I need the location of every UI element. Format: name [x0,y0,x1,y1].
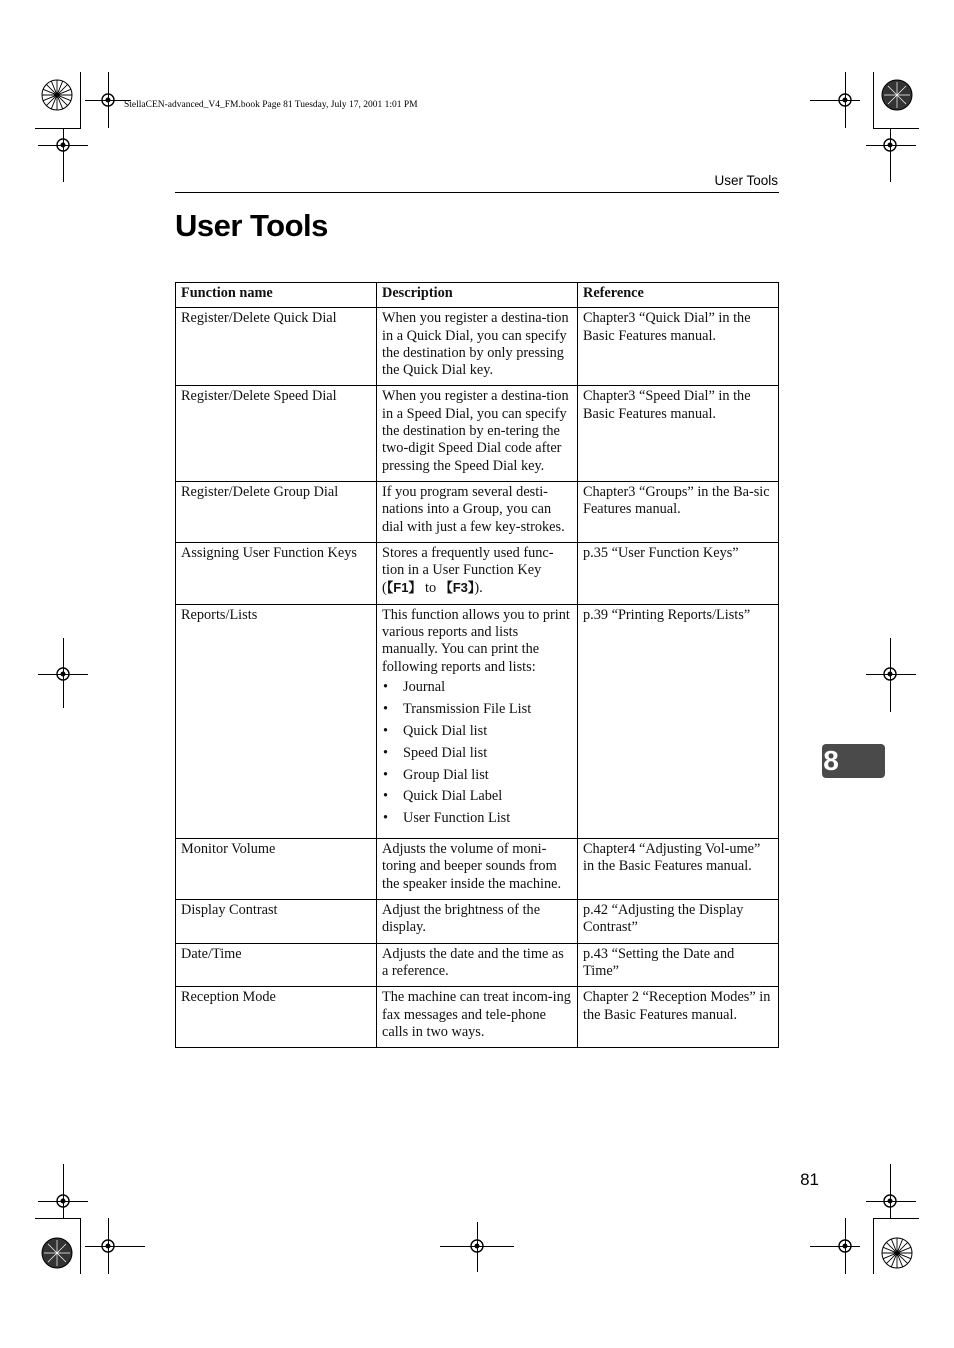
crosshair-icon [52,1190,74,1212]
reference-cell: p.39 “Printing Reports/Lists” [578,604,779,838]
reference-cell: p.35 “User Function Keys” [578,542,779,604]
column-header-reference: Reference [578,283,779,308]
list-item: • User Function List [382,810,572,827]
description-cell: When you register a destina-tion in a Quick Dial, you can specify the destination by only pressing the Quick Dial key. [377,308,578,386]
crosshair-icon [466,1235,488,1257]
book-info: StellaCEN-advanced_V4_FM.book Page 81 Tuesday, July 17, 2001 1:01 PM [124,100,418,110]
crosshair-icon [834,89,856,111]
reference-cell: Chapter3 “Groups” in the Ba-sic Features manual. [578,481,779,542]
table-row [176,542,779,604]
description-cell: Adjust the brightness of the display. [377,900,578,944]
function-name-cell: Date/Time [176,943,377,987]
table-row [176,481,779,542]
function-name-cell: Display Contrast [176,900,377,944]
reports-list [382,679,572,828]
crosshair-icon [879,1190,901,1212]
reference-cell: Chapter4 “Adjusting Vol-ume” in the Basic Features manual. [578,839,779,900]
header-rule [175,192,779,193]
description-text: to [421,580,440,597]
table-row [176,386,779,481]
f3-key-label: 【F3】 [439,580,475,596]
registration-target-icon [40,78,74,112]
function-name-cell: Register/Delete Speed Dial [176,386,377,481]
description-cell: If you program several desti-nations into a Group, you can dial with just a few key-strokes. [377,481,578,542]
description-text: This function allows you to print various reports and lists manually. You can print the following reports and lists: [382,606,570,675]
description-cell: The machine can treat incom-ing fax messages and tele-phone calls in two ways. [377,987,578,1048]
reference-cell: p.43 “Setting the Date and Time” [578,943,779,987]
crosshair-icon [879,663,901,685]
column-header-description: Description [377,283,578,308]
description-cell: Adjusts the volume of moni-toring and beeper sounds from the speaker inside the machine. [377,839,578,900]
crosshair-icon [879,134,901,156]
table-row [176,900,779,944]
crosshair-icon [834,1235,856,1257]
description-cell [377,604,578,838]
chapter-number: 8 [823,745,839,776]
list-item: • Quick Dial Label [382,788,572,805]
registration-target-icon [880,78,914,112]
crosshair-icon [52,663,74,685]
reference-cell: Chapter 2 “Reception Modes” in the Basic Features manual. [578,987,779,1048]
description-cell: Adjusts the date and the time as a reference. [377,943,578,987]
description-text: Stores a frequently used func-tion in a User Function Key ( [382,544,554,597]
registration-target-icon [880,1236,914,1270]
f1-key-label: 【F1】 [386,580,422,596]
function-name-cell: Register/Delete Group Dial [176,481,377,542]
reference-cell: Chapter3 “Speed Dial” in the Basic Features manual. [578,386,779,481]
reference-cell: p.42 “Adjusting the Display Contrast” [578,900,779,944]
function-name-cell: Register/Delete Quick Dial [176,308,377,386]
description-cell [377,542,578,604]
chapter-tab [822,744,885,778]
list-item: • Journal [382,679,572,696]
table-row [176,987,779,1048]
description-cell: When you register a destina-tion in a Speed Dial, you can specify the destination by en-tering the two-digit Speed Dial code after pressing the Speed Dial key. [377,386,578,481]
running-head: User Tools [714,173,778,188]
crosshair-icon [52,134,74,156]
column-header-function-name: Function name [176,283,377,308]
function-name-cell: Reception Mode [176,987,377,1048]
function-name-cell: Reports/Lists [176,604,377,838]
registration-target-icon [40,1236,74,1270]
table-header-row [176,283,779,308]
user-tools-table [175,282,779,1048]
function-name-cell: Monitor Volume [176,839,377,900]
function-name-cell: Assigning User Function Keys [176,542,377,604]
list-item: • Transmission File List [382,701,572,718]
table-row [176,943,779,987]
table-row [176,839,779,900]
crosshair-icon [97,89,119,111]
list-item: • Quick Dial list [382,723,572,740]
table-row [176,604,779,838]
crosshair-icon [97,1235,119,1257]
table-row [176,308,779,386]
description-text: ). [474,580,483,597]
page-title: User Tools [175,208,328,243]
list-item: • Speed Dial list [382,745,572,762]
page-number: 81 [800,1170,819,1189]
reference-cell: Chapter3 “Quick Dial” in the Basic Features manual. [578,308,779,386]
list-item: • Group Dial list [382,767,572,784]
